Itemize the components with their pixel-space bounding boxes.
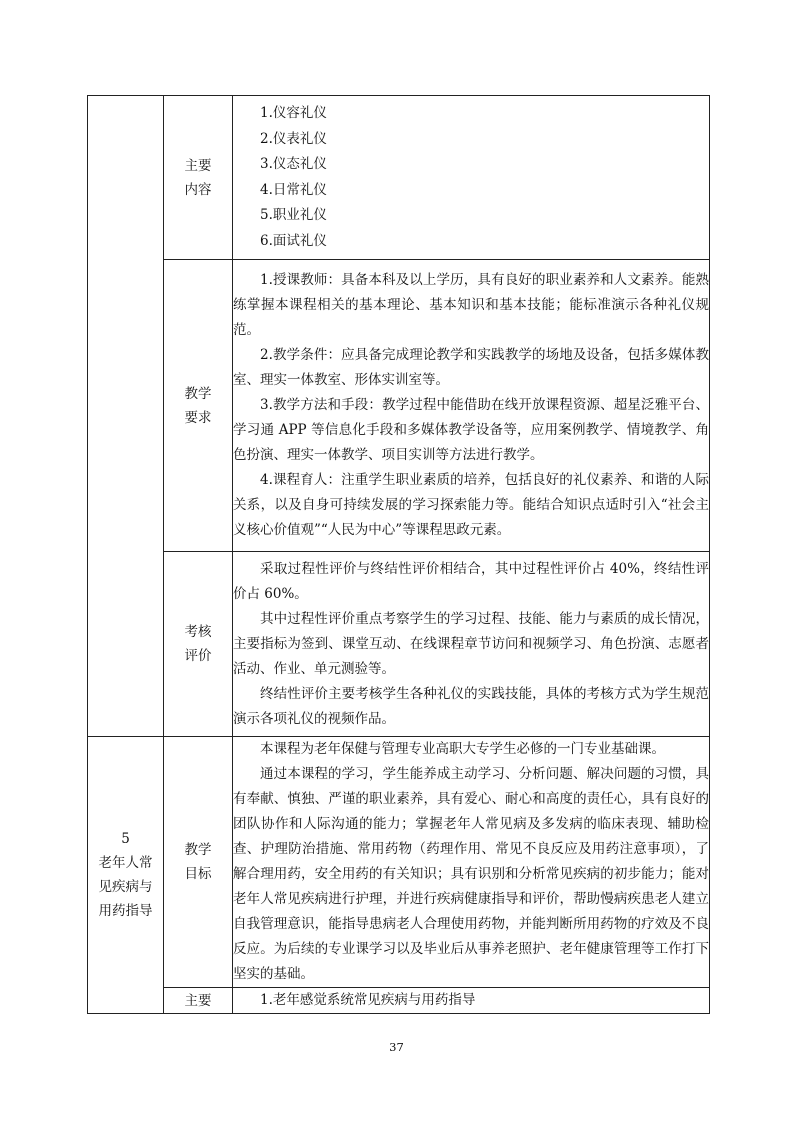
row-label-main-content-partial: 主要 (164, 988, 233, 1014)
course-table (87, 95, 710, 1014)
row-label-teaching-objectives: 教学 目标 (164, 737, 233, 988)
row-label-main-content: 主要 内容 (164, 96, 233, 260)
paragraph: 其中过程性评价重点考察学生的学习过程、技能、能力与素质的成长情况，主要指标为签到、课堂互动、在线课程章节访问和视频学习、角色扮演、志愿者活动、作业、单元测验等。 (233, 610, 709, 677)
paragraph: 3.教学方法和手段：教学过程中能借助在线开放课程资源、超星泛雅平台、学习通 APP 等信息化手段和多媒体教学设备等，应用案例教学、情境教学、角色扮演、理实一体教学、项目实训等方法进行教学。 (233, 397, 709, 463)
table-row (88, 552, 710, 737)
table-row (88, 96, 710, 260)
course-name-cell (88, 737, 164, 1014)
row-label-assessment: 考核 评价 (164, 552, 233, 737)
paragraph: 4.课程育人：注重学生职业素质的培养，包括良好的礼仪素养、和谐的人际关系，以及自身可持续发展的学习探索能力等。能结合知识点适时引入“社会主义核心价值观”“人民为中心”等课程思政元素。 (233, 472, 709, 538)
course-name-line: 老年人常 (98, 855, 153, 871)
teaching-objectives-cell (233, 737, 710, 988)
paragraph: 2.教学条件：应具备完成理论教学和实践教学的场地及设备，包括多媒体教室、理实一体教室、形体实训室等。 (233, 347, 709, 388)
paragraph: 1.授课教师：具备本科及以上学历，具有良好的职业素养和人文素养。能熟练掌握本课程相关的基本理论、基本知识和基本技能；能标准演示各种礼仪规范。 (233, 272, 709, 338)
list-item: 3.仪态礼仪 (260, 156, 327, 172)
course-name-line: 见疾病与 (98, 879, 153, 895)
course-name-line: 用药指导 (98, 903, 153, 919)
list-item: 1.老年感觉系统常见疾病与用药指导 (260, 992, 476, 1008)
paragraph: 终结性评价主要考核学生各种礼仪的实践技能，具体的考核方式为学生规范演示各项礼仪的视频作品。 (233, 685, 709, 727)
list-item: 4.日常礼仪 (260, 181, 327, 198)
course-number: 5 (121, 831, 130, 847)
row-label-teaching-requirements: 教学 要求 (164, 260, 233, 552)
paragraph: 采取过程性评价与终结性评价相结合，其中过程性评价占 40%，终结性评价占 60%。 (233, 560, 709, 602)
table-row (88, 737, 710, 988)
list-item: 2.仪表礼仪 (260, 130, 327, 147)
table-row (88, 988, 710, 1014)
table-row (88, 260, 710, 552)
list-item: 6.面试礼仪 (260, 232, 327, 249)
assessment-cell (233, 552, 710, 737)
list-item: 1.仪容礼仪 (260, 105, 327, 121)
main-content-cell (233, 96, 710, 260)
content-list (233, 101, 709, 254)
paragraph: 本课程为老年保健与管理专业高职大专学生必修的一门专业基础课。 (260, 741, 665, 757)
paragraph: 通过本课程的学习，学生能养成主动学习、分析问题、解决问题的习惯，具有奉献、慎独、严谨的职业素养，具有爱心、耐心和高度的责任心，具有良好的团队协作和人际沟通的能力；掌握老年人常见病及多发病的临床表现、辅助检查、护理防治措施、常用药物（药理作用、常见不良反应及用药注意事项），了解合理用药，安全用药的有关知识；具有识别和分析常见疾病的初步能力；能对老年人常见疾病进行护理，并进行疾病健康指导和评价，帮助慢病疾患老人建立自我管理意识，能指导患病老人合理使用药物，并能判断所用药物的疗效及不良反应。为后续的专业课学习以及毕业后从事养老照护、老年健康管理等工作打下坚实的基础。 (233, 766, 709, 982)
course-name-cell-empty (88, 96, 164, 737)
page-number: 37 (389, 1040, 404, 1054)
teaching-requirements-cell (233, 260, 710, 552)
list-item: 5.职业礼仪 (260, 207, 327, 223)
main-content-partial-cell (233, 988, 710, 1014)
